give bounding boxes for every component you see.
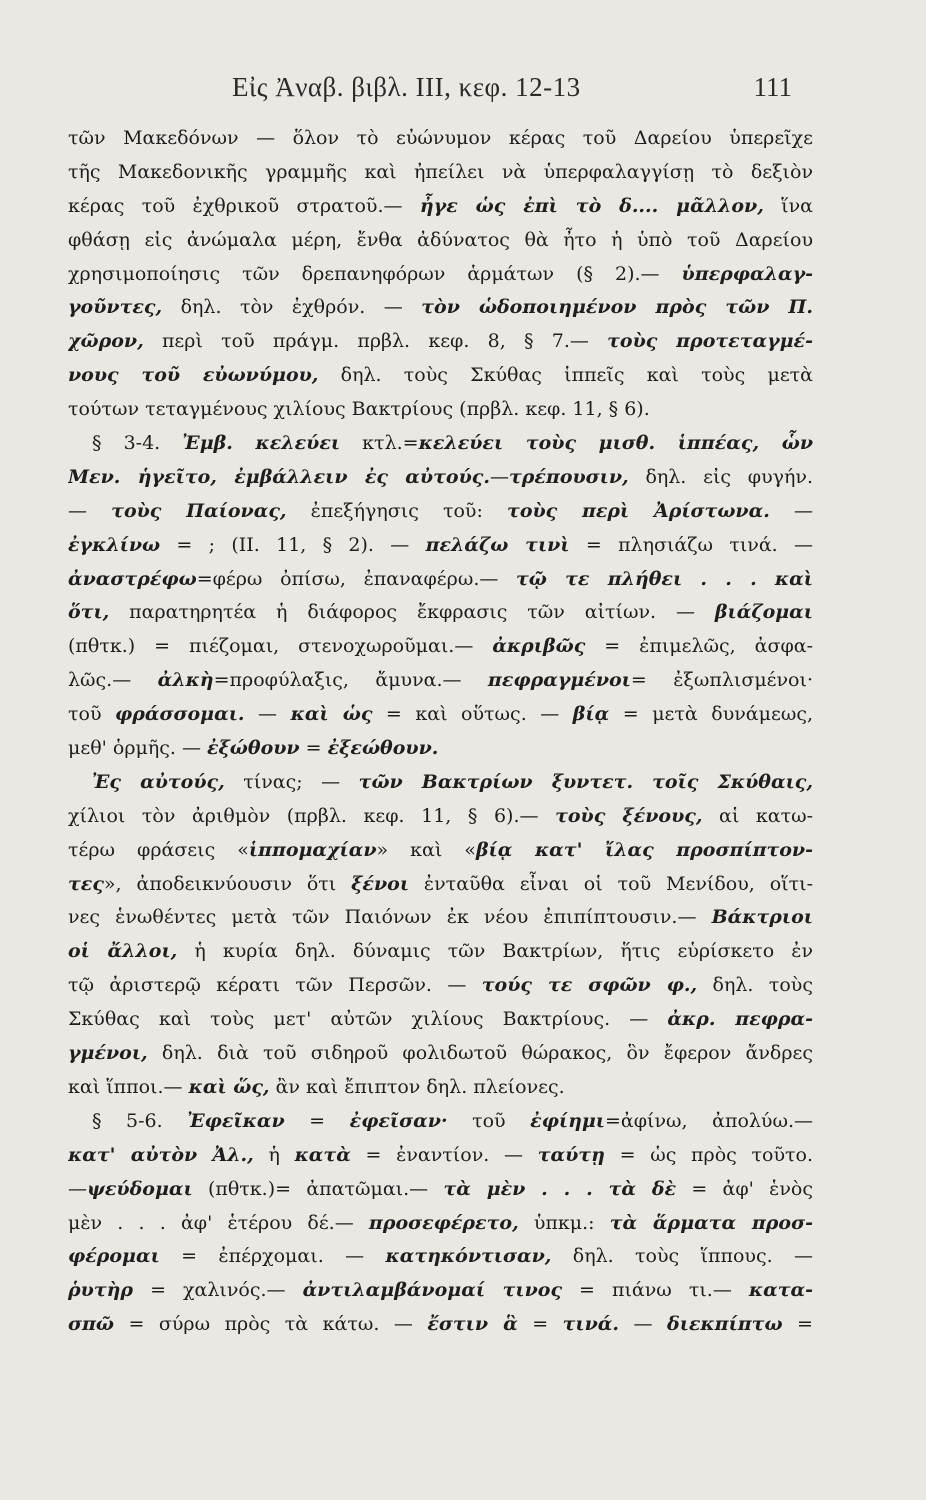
headword: καὶ ὥς,: [188, 1075, 270, 1098]
headword: ῥυτὴρ: [68, 1279, 134, 1302]
text-segment: κέρας τοῦ ἐχθρικοῦ στρατοῦ.—: [68, 194, 420, 217]
headword: ξένοι: [351, 872, 410, 895]
text-segment: τέρω φράσεις «: [68, 838, 249, 861]
headword: τῶν Βακτρίων ξυντετ. τοῖς Σκύθαις,: [358, 770, 813, 793]
text-segment: τῆς Μακεδονικῆς γραμμῆς καὶ ἠπείλει νὰ ὑπερφαλαγγίσῃ τὸ δεξιὸν: [68, 160, 813, 183]
text-segment: —: [489, 465, 509, 488]
text-segment: ἡ κυρία δηλ. δύναμις τῶν Βακτρίων, ἥτις εὑρίσκετο ἐν: [177, 940, 813, 963]
headword: τὰ μὲν . . . τὰ δὲ: [443, 1177, 677, 1200]
text-line: [68, 1139, 813, 1173]
text-line: [68, 393, 813, 427]
text-line: [68, 1308, 813, 1342]
text-segment: δηλ. τοὺς Σκύθας ἱππεῖς καὶ τοὺς μετὰ: [318, 364, 813, 387]
text-line: [68, 359, 813, 393]
headword: κατηκόντισαν,: [385, 1245, 552, 1268]
headword: βιάζομαι: [714, 601, 813, 624]
headword: κελεύει τοὺς μισθ. ἱππέας, ὧν: [418, 432, 813, 455]
text-segment: =: [299, 737, 328, 760]
text-line: [68, 596, 813, 630]
text-line: [68, 291, 813, 325]
text-segment: περὶ τοῦ πράγμ. πρβλ. κεφ. 8, § 7.—: [143, 330, 608, 353]
text-line: [68, 258, 813, 292]
headword: ταύτῃ: [537, 1143, 605, 1166]
text-line: [68, 1274, 813, 1308]
headword: βίᾳ: [572, 703, 610, 726]
text-segment: —: [244, 703, 291, 726]
headword: Ἐμβ. κελεύει: [182, 432, 341, 455]
text-segment: παρατηρητέα ἡ διάφορος ἔκφρασις τῶν αἰτίων. —: [109, 601, 715, 624]
headword: τρέπουσιν,: [508, 465, 629, 488]
text-segment: (πθτκ.)= ἀπατῶμαι.—: [192, 1177, 444, 1200]
text-segment: = πιάνω τι.—: [562, 1279, 749, 1302]
text-segment: = μετὰ δυνάμεως,: [609, 703, 813, 726]
text-segment: = καὶ οὕτως. —: [372, 703, 573, 726]
text-line: [68, 1207, 813, 1241]
text-line: [68, 901, 813, 935]
text-segment: = ἐξωπλισμένοι·: [630, 669, 813, 692]
headword: τινά.: [562, 1313, 620, 1336]
text-segment: = ὡς πρὸς τοῦτο.: [604, 1143, 813, 1166]
text-line: [68, 664, 813, 698]
text-line: [68, 935, 813, 969]
headword: ἀντιλαμβάνομαί τινος: [302, 1279, 563, 1302]
headword: ἐφίημι: [530, 1109, 605, 1132]
text-segment: τῷ ἀριστερῷ κέρατι τῶν Περσῶν. —: [68, 974, 482, 997]
text-line: [68, 563, 813, 597]
text-segment: = ἐναντίον. —: [350, 1143, 538, 1166]
headword: τὰ ἅρματα προσ-: [609, 1211, 813, 1234]
headword: σπῶ: [68, 1313, 115, 1336]
text-segment: δηλ. τὸν ἐχθρόν. —: [162, 296, 422, 319]
text-line: [68, 800, 813, 834]
headword: ἱππομαχίαν: [248, 838, 377, 861]
text-segment: λῶς.—: [68, 669, 158, 692]
text-segment: τῶν Μακεδόνων — ὅλον τὸ εὐώνυμον κέρας τοῦ Δαρείου ὑπερεῖχε: [68, 127, 813, 149]
headword: κατα-: [748, 1279, 813, 1302]
text-segment: —: [68, 499, 112, 522]
text-line: [68, 1003, 813, 1037]
headword: Ἐφεῖκαν: [187, 1109, 285, 1132]
page-header: [232, 72, 792, 112]
text-segment: = ἐπέρχομαι. —: [159, 1245, 386, 1268]
text-segment: ἐνταῦθα εἶναι οἱ τοῦ Μενίδου, οἵτι-: [409, 872, 813, 895]
text-line: [68, 698, 813, 732]
headword: τοὺς περὶ Ἀρίστωνα.: [507, 499, 770, 522]
text-line: [68, 495, 813, 529]
text-segment: ἐπεξήγησις τοῦ:: [286, 499, 508, 522]
text-segment: δηλ. εἰς φυγήν.: [628, 465, 813, 488]
text-segment: τίνας; —: [224, 770, 359, 793]
text-line: [68, 732, 813, 766]
headword: χῶρον,: [68, 330, 144, 353]
headword: γμένοι,: [68, 1042, 148, 1065]
text-segment: μεθ' ὁρμῆς. —: [68, 737, 207, 760]
headword: καὶ ὡς: [290, 703, 373, 726]
headword: ἐφεῖσαν·: [349, 1109, 448, 1132]
headword: ψεύδομαι: [87, 1177, 193, 1200]
text-segment: νες ἑνωθέντες μετὰ τῶν Παιόνων ἐκ νέου ἐπιπίπτουσιν.—: [68, 906, 712, 929]
text-line: [68, 630, 813, 664]
headword: ὅτι,: [68, 601, 110, 624]
text-line: [68, 1071, 813, 1105]
headword: ἀναστρέφω: [68, 567, 197, 590]
headword: τες: [68, 872, 104, 895]
headword: Βάκτριοι: [711, 906, 813, 929]
text-segment: αἱ κατω-: [702, 804, 813, 827]
text-segment: τούτων τεταγμένους χιλίους Βακτρίους (πρβλ. κεφ. 11, § 6).: [68, 398, 650, 421]
text-segment: § 3-4.: [92, 432, 183, 455]
headword: κατὰ: [294, 1143, 351, 1166]
text-segment: δηλ. τοὺς ἵππους. —: [551, 1245, 813, 1268]
text-line: [68, 868, 813, 902]
text-segment: =φέρω ὀπίσω, ἐπαναφέρω.—: [196, 567, 517, 590]
text-line: [68, 427, 813, 461]
text-segment: » καὶ «: [376, 838, 476, 861]
headword: ἔστιν ἃ: [427, 1313, 518, 1336]
text-line: [68, 156, 813, 190]
text-line: [68, 1037, 813, 1071]
text-segment: § 5-6.: [92, 1109, 188, 1132]
text-segment: ἡ: [253, 1143, 295, 1166]
text-segment: ὑπκμ.:: [518, 1211, 610, 1234]
headword: Μεν. ἡγεῖτο, ἐμβάλλειν ἐς αὐτούς.: [68, 465, 490, 488]
text-segment: κτλ.=: [340, 432, 419, 455]
text-line: [68, 325, 813, 359]
headword: ἀκρ. πεφρα-: [667, 1008, 813, 1031]
text-line: [68, 224, 813, 258]
text-segment: =ἀφίνω, ἀπολύω.—: [605, 1109, 813, 1132]
text-line: [68, 529, 813, 563]
text-segment: —: [769, 499, 813, 522]
text-segment: ἵνα: [763, 194, 813, 217]
text-line: [68, 969, 813, 1003]
headword: Ἐς αὐτούς,: [92, 770, 225, 793]
text-segment: = πλησιάζω τινά. —: [569, 533, 813, 556]
text-line: [68, 1173, 813, 1207]
text-segment: », ἀποδεικνύουσιν ὅτι: [103, 872, 352, 895]
headword: τοὺς ξένους,: [555, 804, 703, 827]
headword: νους τοῦ εὐωνύμου,: [68, 364, 319, 387]
headword: ὑπερφαλαγ-: [681, 262, 813, 285]
text-line: [68, 1105, 813, 1139]
headword: ἐξώθουν: [207, 737, 300, 760]
headword: ἀλκὴ: [157, 669, 214, 692]
headword: ἐγκλίνω: [68, 533, 161, 556]
text-segment: = σύρω πρὸς τὰ κάτω. —: [114, 1313, 428, 1336]
text-segment: φθάσῃ εἰς ἀνώμαλα μέρη, ἔνθα ἀδύνατος θὰ ἦτο ἡ ὑπὸ τοῦ Δαρείου: [68, 228, 813, 251]
text-line: [68, 766, 813, 800]
headword: φέρομαι: [68, 1245, 160, 1268]
headword: πελάζω τινὶ: [425, 533, 570, 556]
headword: ἀκριβῶς: [492, 635, 586, 658]
text-segment: χρησιμοποίησις τῶν δρεπανηφόρων ἁρμάτων (§ 2).—: [68, 262, 682, 285]
headword: τὸν ὡδοποιημένον πρὸς τῶν Π.: [421, 296, 813, 319]
headword: ἦγε ὡς ἐπὶ τὸ δ.... μᾶλλον,: [419, 194, 764, 217]
text-segment: δηλ. τοὺς: [697, 974, 813, 997]
headword: πεφραγμένοι: [487, 669, 631, 692]
text-segment: = ἀφ' ἑνὸς: [676, 1177, 813, 1200]
text-segment: =προφύλαξις, ἄμυνα.—: [213, 669, 488, 692]
text-line: [68, 1240, 813, 1274]
text-segment: —: [68, 1177, 87, 1200]
headword: τοὺς προτεταγμέ-: [607, 330, 813, 353]
text-segment: χίλιοι τὸν ἀριθμὸν (πρβλ. κεφ. 11, § 6).—: [68, 804, 556, 827]
text-segment: = χαλινός.—: [133, 1279, 303, 1302]
headword: ἐξεώθουν.: [327, 737, 439, 760]
text-segment: μὲν . . . ἀφ' ἑτέρου δέ.—: [68, 1211, 369, 1234]
headword: γοῦντες,: [68, 296, 163, 319]
headword: τοὺς Παίονας,: [111, 499, 287, 522]
text-segment: τοῦ: [447, 1109, 531, 1132]
text-segment: Σκύθας καὶ τοὺς μετ' αὐτῶν χιλίους Βακτρίους. —: [68, 1008, 668, 1031]
text-segment: καὶ ἵπποι.—: [68, 1075, 189, 1098]
headword: διεκπίπτω: [667, 1313, 783, 1336]
headword: τούς τε σφῶν φ.,: [481, 974, 698, 997]
text-segment: (πθτκ.) = πιέζομαι, στενοχωροῦμαι.—: [68, 635, 493, 658]
headword: τῷ τε πλήθει . . . καὶ: [516, 567, 813, 590]
text-segment: = ; (II. 11, § 2). —: [160, 533, 426, 556]
text-line: [68, 834, 813, 868]
text-segment: ἂν καὶ ἔπιπτον δηλ. πλείονες.: [269, 1075, 565, 1098]
headword: βίᾳ κατ' ἴλας προσπίπτον-: [475, 838, 813, 861]
headword: οἱ ἄλλοι,: [68, 940, 178, 963]
page-number: 111: [753, 72, 792, 102]
text-line: [68, 190, 813, 224]
headword: προσεφέρετο,: [368, 1211, 519, 1234]
text-segment: =: [517, 1313, 563, 1336]
text-segment: =: [284, 1109, 350, 1132]
text-segment: τοῦ: [68, 703, 116, 726]
commentary-text: [68, 122, 813, 1342]
text-segment: =: [782, 1313, 813, 1336]
running-head: Εἰς Ἀναβ. βιβλ. III, κεφ. 12-13: [232, 72, 581, 102]
text-line: [68, 461, 813, 495]
text-line: [68, 122, 813, 156]
text-segment: = ἐπιμελῶς, ἀσφα-: [585, 635, 813, 658]
headword: κατ' αὐτὸν Ἀλ.,: [68, 1143, 254, 1166]
text-segment: δηλ. διὰ τοῦ σιδηροῦ φολιδωτοῦ θώρακος, ὃν ἔφερον ἄνδρες: [147, 1042, 813, 1065]
text-segment: —: [619, 1313, 668, 1336]
headword: φράσσομαι.: [115, 703, 245, 726]
